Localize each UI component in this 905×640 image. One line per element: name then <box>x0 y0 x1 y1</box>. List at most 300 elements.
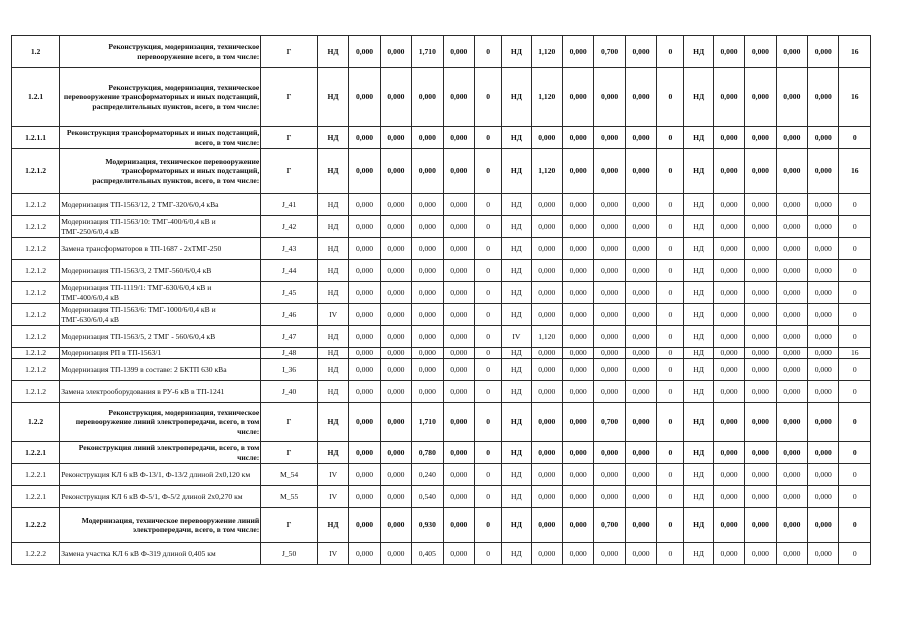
cell-c2: 0,000 <box>349 260 380 282</box>
cell-c3: 0,000 <box>380 326 411 348</box>
cell-c16: 0,000 <box>776 403 807 442</box>
cell-c16: 0,000 <box>776 304 807 326</box>
row-name: Реконструкция, модернизация, техническое перевооружение линий электропередачи, всего, в том числе: <box>60 403 261 442</box>
cell-c17: 0,000 <box>808 543 839 565</box>
cell-c2: 0,000 <box>349 149 380 194</box>
cell-c10: 0,000 <box>594 238 625 260</box>
cell-c4: 0,000 <box>412 260 443 282</box>
cell-c11: 0,000 <box>625 36 656 68</box>
cell-c15: 0,000 <box>745 442 776 464</box>
row-id: J_43 <box>261 238 318 260</box>
cell-c10: 0,000 <box>594 194 625 216</box>
cell-c18: 0 <box>839 442 871 464</box>
cell-c11: 0,000 <box>625 216 656 238</box>
row-code: 1.2.2.1 <box>12 442 60 464</box>
cell-c11: 0,000 <box>625 543 656 565</box>
cell-c18: 16 <box>839 149 871 194</box>
cell-c16: 0,000 <box>776 238 807 260</box>
cell-c3: 0,000 <box>380 381 411 403</box>
cell-c13: НД <box>684 127 713 149</box>
cell-c18: 0 <box>839 486 871 508</box>
cell-c11: 0,000 <box>625 403 656 442</box>
row-code: 1.2.2.1 <box>12 486 60 508</box>
cell-c12: 0 <box>657 381 684 403</box>
cell-c10: 0,000 <box>594 127 625 149</box>
cell-c5: 0,000 <box>443 464 474 486</box>
cell-c2: 0,000 <box>349 508 380 543</box>
cell-c11: 0,000 <box>625 326 656 348</box>
cell-c8: 0,000 <box>531 381 562 403</box>
row-id: I_36 <box>261 359 318 381</box>
row-name: Модернизация ТП-1563/3, 2 ТМГ-560/6/0,4 кВ <box>60 260 261 282</box>
cell-c16: 0,000 <box>776 216 807 238</box>
row-code: 1.2.2.1 <box>12 464 60 486</box>
cell-c14: 0,000 <box>713 194 744 216</box>
cell-c3: 0,000 <box>380 359 411 381</box>
cell-c12: 0 <box>657 486 684 508</box>
cell-c9: 0,000 <box>562 238 593 260</box>
cell-c7: НД <box>502 304 531 326</box>
table-row <box>12 194 871 216</box>
cell-c1: IV <box>317 464 348 486</box>
cell-c18: 0 <box>839 260 871 282</box>
cell-c18: 0 <box>839 326 871 348</box>
cell-c2: 0,000 <box>349 543 380 565</box>
cell-c11: 0,000 <box>625 238 656 260</box>
cell-c3: 0,000 <box>380 68 411 127</box>
cell-c4: 0,540 <box>412 486 443 508</box>
cell-c1: НД <box>317 216 348 238</box>
cell-c17: 0,000 <box>808 216 839 238</box>
cell-c1: НД <box>317 127 348 149</box>
cell-c16: 0,000 <box>776 194 807 216</box>
cell-c4: 0,000 <box>412 348 443 359</box>
cell-c4: 0,000 <box>412 282 443 304</box>
cell-c7: НД <box>502 282 531 304</box>
table-row <box>12 464 871 486</box>
cell-c2: 0,000 <box>349 36 380 68</box>
cell-c12: 0 <box>657 282 684 304</box>
cell-c2: 0,000 <box>349 464 380 486</box>
cell-c1: НД <box>317 149 348 194</box>
cell-c18: 16 <box>839 348 871 359</box>
cell-c12: 0 <box>657 304 684 326</box>
table-body <box>12 36 871 565</box>
cell-c15: 0,000 <box>745 486 776 508</box>
cell-c16: 0,000 <box>776 442 807 464</box>
table-row <box>12 326 871 348</box>
cell-c1: НД <box>317 260 348 282</box>
cell-c17: 0,000 <box>808 403 839 442</box>
cell-c17: 0,000 <box>808 326 839 348</box>
cell-c6: 0 <box>474 508 501 543</box>
cell-c9: 0,000 <box>562 326 593 348</box>
cell-c16: 0,000 <box>776 260 807 282</box>
cell-c13: НД <box>684 238 713 260</box>
cell-c12: 0 <box>657 36 684 68</box>
row-name: Модернизация ТП-1563/12, 2 ТМГ-320/6/0,4 кВа <box>60 194 261 216</box>
cell-c18: 0 <box>839 127 871 149</box>
row-name: Реконструкция, модернизация, техническое перевооружение всего, в том числе: <box>60 36 261 68</box>
cell-c1: НД <box>317 381 348 403</box>
cell-c9: 0,000 <box>562 36 593 68</box>
cell-c5: 0,000 <box>443 442 474 464</box>
cell-c10: 0,000 <box>594 381 625 403</box>
cell-c15: 0,000 <box>745 348 776 359</box>
cell-c14: 0,000 <box>713 381 744 403</box>
cell-c9: 0,000 <box>562 68 593 127</box>
table-row <box>12 304 871 326</box>
cell-c16: 0,000 <box>776 149 807 194</box>
cell-c15: 0,000 <box>745 359 776 381</box>
cell-c10: 0,000 <box>594 216 625 238</box>
cell-c7: НД <box>502 68 531 127</box>
cell-c7: НД <box>502 348 531 359</box>
cell-c13: НД <box>684 543 713 565</box>
cell-c4: 0,000 <box>412 238 443 260</box>
row-name: Модернизация, техническое перевооружение трансформаторных и иных подстанций, распределительных пунктов, всего, в том числе: <box>60 149 261 194</box>
cell-c9: 0,000 <box>562 543 593 565</box>
cell-c2: 0,000 <box>349 486 380 508</box>
cell-c14: 0,000 <box>713 403 744 442</box>
cell-c2: 0,000 <box>349 238 380 260</box>
cell-c13: НД <box>684 359 713 381</box>
cell-c12: 0 <box>657 127 684 149</box>
cell-c8: 1,120 <box>531 149 562 194</box>
row-id: J_46 <box>261 304 318 326</box>
table-row <box>12 238 871 260</box>
row-code: 1.2.1.2 <box>12 326 60 348</box>
cell-c1: НД <box>317 68 348 127</box>
cell-c14: 0,000 <box>713 238 744 260</box>
cell-c9: 0,000 <box>562 260 593 282</box>
cell-c15: 0,000 <box>745 326 776 348</box>
cell-c3: 0,000 <box>380 508 411 543</box>
cell-c2: 0,000 <box>349 403 380 442</box>
cell-c7: НД <box>502 260 531 282</box>
cell-c17: 0,000 <box>808 486 839 508</box>
cell-c6: 0 <box>474 486 501 508</box>
row-name: Модернизация, техническое перевооружение линий электропередачи, всего, в том числе: <box>60 508 261 543</box>
cell-c5: 0,000 <box>443 326 474 348</box>
cell-c6: 0 <box>474 403 501 442</box>
row-code: 1.2.1.2 <box>12 194 60 216</box>
cell-c10: 0,000 <box>594 464 625 486</box>
cell-c14: 0,000 <box>713 543 744 565</box>
cell-c12: 0 <box>657 543 684 565</box>
cell-c7: НД <box>502 149 531 194</box>
cell-c12: 0 <box>657 216 684 238</box>
cell-c7: НД <box>502 486 531 508</box>
cell-c5: 0,000 <box>443 238 474 260</box>
cell-c1: НД <box>317 403 348 442</box>
row-code: 1.2.1.2 <box>12 359 60 381</box>
cell-c10: 0,000 <box>594 348 625 359</box>
row-name: Модернизация ТП-1399 в составе: 2 БКТП 630 кВа <box>60 359 261 381</box>
cell-c16: 0,000 <box>776 464 807 486</box>
cell-c13: НД <box>684 149 713 194</box>
table-row <box>12 348 871 359</box>
cell-c8: 0,000 <box>531 194 562 216</box>
cell-c5: 0,000 <box>443 486 474 508</box>
investment-program-table <box>11 35 871 565</box>
cell-c13: НД <box>684 348 713 359</box>
cell-c6: 0 <box>474 282 501 304</box>
cell-c3: 0,000 <box>380 348 411 359</box>
table-row <box>12 442 871 464</box>
cell-c6: 0 <box>474 216 501 238</box>
row-id: Г <box>261 68 318 127</box>
cell-c10: 0,000 <box>594 359 625 381</box>
cell-c11: 0,000 <box>625 381 656 403</box>
cell-c11: 0,000 <box>625 260 656 282</box>
cell-c18: 0 <box>839 464 871 486</box>
cell-c14: 0,000 <box>713 149 744 194</box>
cell-c18: 0 <box>839 238 871 260</box>
cell-c7: НД <box>502 36 531 68</box>
row-code: 1.2.1.2 <box>12 216 60 238</box>
cell-c17: 0,000 <box>808 381 839 403</box>
row-id: Г <box>261 36 318 68</box>
row-id: Г <box>261 127 318 149</box>
cell-c1: НД <box>317 326 348 348</box>
cell-c6: 0 <box>474 543 501 565</box>
row-code: 1.2.1.2 <box>12 348 60 359</box>
row-id: J_50 <box>261 543 318 565</box>
cell-c8: 0,000 <box>531 486 562 508</box>
row-name: Модернизация ТП-1563/10: ТМГ-400/6/0,4 кВ и ТМГ-250/6/0,4 кВ <box>60 216 261 238</box>
cell-c5: 0,000 <box>443 304 474 326</box>
cell-c17: 0,000 <box>808 464 839 486</box>
cell-c13: НД <box>684 464 713 486</box>
cell-c13: НД <box>684 486 713 508</box>
cell-c1: НД <box>317 442 348 464</box>
cell-c10: 0,700 <box>594 36 625 68</box>
cell-c13: НД <box>684 508 713 543</box>
cell-c3: 0,000 <box>380 403 411 442</box>
cell-c6: 0 <box>474 36 501 68</box>
cell-c13: НД <box>684 381 713 403</box>
row-name: Реконструкция, модернизация, техническое перевооружение трансформаторных и иных подстанций, распределительных пунктов, всего, в том числе: <box>60 68 261 127</box>
cell-c4: 0,000 <box>412 304 443 326</box>
row-code: 1.2.1.2 <box>12 149 60 194</box>
cell-c7: НД <box>502 359 531 381</box>
cell-c1: НД <box>317 194 348 216</box>
cell-c15: 0,000 <box>745 260 776 282</box>
cell-c1: IV <box>317 304 348 326</box>
cell-c17: 0,000 <box>808 127 839 149</box>
cell-c8: 1,120 <box>531 36 562 68</box>
row-name: Реконструкция линий электропередачи, всего, в том числе: <box>60 442 261 464</box>
cell-c16: 0,000 <box>776 486 807 508</box>
cell-c10: 0,700 <box>594 403 625 442</box>
cell-c18: 0 <box>839 543 871 565</box>
row-id: J_40 <box>261 381 318 403</box>
cell-c14: 0,000 <box>713 486 744 508</box>
cell-c11: 0,000 <box>625 304 656 326</box>
cell-c8: 0,000 <box>531 442 562 464</box>
cell-c15: 0,000 <box>745 403 776 442</box>
cell-c15: 0,000 <box>745 68 776 127</box>
cell-c5: 0,000 <box>443 149 474 194</box>
cell-c16: 0,000 <box>776 381 807 403</box>
cell-c16: 0,000 <box>776 68 807 127</box>
table-row <box>12 260 871 282</box>
cell-c11: 0,000 <box>625 442 656 464</box>
cell-c9: 0,000 <box>562 194 593 216</box>
cell-c7: НД <box>502 216 531 238</box>
cell-c11: 0,000 <box>625 68 656 127</box>
cell-c15: 0,000 <box>745 36 776 68</box>
cell-c4: 1,710 <box>412 403 443 442</box>
cell-c6: 0 <box>474 127 501 149</box>
cell-c18: 0 <box>839 194 871 216</box>
cell-c8: 0,000 <box>531 543 562 565</box>
cell-c3: 0,000 <box>380 149 411 194</box>
cell-c7: НД <box>502 464 531 486</box>
cell-c1: НД <box>317 359 348 381</box>
cell-c8: 0,000 <box>531 508 562 543</box>
cell-c13: НД <box>684 304 713 326</box>
cell-c3: 0,000 <box>380 543 411 565</box>
cell-c6: 0 <box>474 238 501 260</box>
cell-c4: 0,000 <box>412 381 443 403</box>
cell-c2: 0,000 <box>349 68 380 127</box>
cell-c14: 0,000 <box>713 304 744 326</box>
cell-c6: 0 <box>474 464 501 486</box>
cell-c5: 0,000 <box>443 127 474 149</box>
cell-c9: 0,000 <box>562 149 593 194</box>
cell-c9: 0,000 <box>562 304 593 326</box>
cell-c6: 0 <box>474 348 501 359</box>
cell-c18: 0 <box>839 282 871 304</box>
cell-c7: НД <box>502 127 531 149</box>
cell-c10: 0,000 <box>594 68 625 127</box>
cell-c1: НД <box>317 36 348 68</box>
cell-c8: 0,000 <box>531 260 562 282</box>
cell-c18: 0 <box>839 381 871 403</box>
cell-c18: 16 <box>839 36 871 68</box>
cell-c12: 0 <box>657 359 684 381</box>
cell-c2: 0,000 <box>349 348 380 359</box>
cell-c4: 0,000 <box>412 194 443 216</box>
cell-c12: 0 <box>657 326 684 348</box>
cell-c2: 0,000 <box>349 216 380 238</box>
row-id: Г <box>261 403 318 442</box>
cell-c3: 0,000 <box>380 260 411 282</box>
cell-c16: 0,000 <box>776 127 807 149</box>
table-row <box>12 149 871 194</box>
cell-c11: 0,000 <box>625 282 656 304</box>
row-id: J_47 <box>261 326 318 348</box>
cell-c9: 0,000 <box>562 486 593 508</box>
cell-c11: 0,000 <box>625 348 656 359</box>
cell-c7: НД <box>502 543 531 565</box>
cell-c10: 0,000 <box>594 442 625 464</box>
cell-c16: 0,000 <box>776 543 807 565</box>
cell-c11: 0,000 <box>625 194 656 216</box>
cell-c2: 0,000 <box>349 282 380 304</box>
cell-c5: 0,000 <box>443 194 474 216</box>
cell-c12: 0 <box>657 348 684 359</box>
cell-c15: 0,000 <box>745 127 776 149</box>
row-id: M_55 <box>261 486 318 508</box>
cell-c5: 0,000 <box>443 381 474 403</box>
row-id: Г <box>261 149 318 194</box>
table-row <box>12 127 871 149</box>
cell-c6: 0 <box>474 304 501 326</box>
cell-c17: 0,000 <box>808 68 839 127</box>
cell-c10: 0,000 <box>594 149 625 194</box>
cell-c5: 0,000 <box>443 68 474 127</box>
row-code: 1.2 <box>12 36 60 68</box>
cell-c17: 0,000 <box>808 36 839 68</box>
cell-c6: 0 <box>474 194 501 216</box>
cell-c7: IV <box>502 326 531 348</box>
cell-c13: НД <box>684 68 713 127</box>
cell-c13: НД <box>684 194 713 216</box>
cell-c10: 0,000 <box>594 543 625 565</box>
cell-c8: 0,000 <box>531 464 562 486</box>
cell-c17: 0,000 <box>808 149 839 194</box>
cell-c3: 0,000 <box>380 194 411 216</box>
cell-c8: 0,000 <box>531 403 562 442</box>
cell-c4: 0,000 <box>412 127 443 149</box>
cell-c14: 0,000 <box>713 216 744 238</box>
table-row <box>12 68 871 127</box>
cell-c12: 0 <box>657 442 684 464</box>
cell-c2: 0,000 <box>349 442 380 464</box>
cell-c4: 1,710 <box>412 36 443 68</box>
row-name: Замена электрооборудования в РУ-6 кВ в ТП-1241 <box>60 381 261 403</box>
cell-c14: 0,000 <box>713 442 744 464</box>
cell-c15: 0,000 <box>745 149 776 194</box>
cell-c10: 0,000 <box>594 486 625 508</box>
cell-c5: 0,000 <box>443 508 474 543</box>
row-code: 1.2.1 <box>12 68 60 127</box>
cell-c3: 0,000 <box>380 486 411 508</box>
cell-c5: 0,000 <box>443 260 474 282</box>
cell-c9: 0,000 <box>562 282 593 304</box>
cell-c4: 0,000 <box>412 68 443 127</box>
cell-c18: 0 <box>839 304 871 326</box>
cell-c4: 0,780 <box>412 442 443 464</box>
table-row <box>12 36 871 68</box>
cell-c10: 0,000 <box>594 260 625 282</box>
cell-c4: 0,000 <box>412 326 443 348</box>
cell-c17: 0,000 <box>808 260 839 282</box>
cell-c8: 0,000 <box>531 216 562 238</box>
cell-c7: НД <box>502 403 531 442</box>
table-row <box>12 486 871 508</box>
cell-c18: 0 <box>839 508 871 543</box>
cell-c9: 0,000 <box>562 127 593 149</box>
cell-c11: 0,000 <box>625 508 656 543</box>
cell-c7: НД <box>502 194 531 216</box>
cell-c3: 0,000 <box>380 127 411 149</box>
cell-c17: 0,000 <box>808 304 839 326</box>
row-code: 1.2.2 <box>12 403 60 442</box>
cell-c7: НД <box>502 508 531 543</box>
table-row <box>12 403 871 442</box>
cell-c9: 0,000 <box>562 508 593 543</box>
row-code: 1.2.1.1 <box>12 127 60 149</box>
cell-c3: 0,000 <box>380 238 411 260</box>
row-id: Г <box>261 508 318 543</box>
cell-c4: 0,000 <box>412 149 443 194</box>
cell-c13: НД <box>684 216 713 238</box>
row-name: Модернизация ТП-1563/5, 2 ТМГ - 560/6/0,4 кВ <box>60 326 261 348</box>
